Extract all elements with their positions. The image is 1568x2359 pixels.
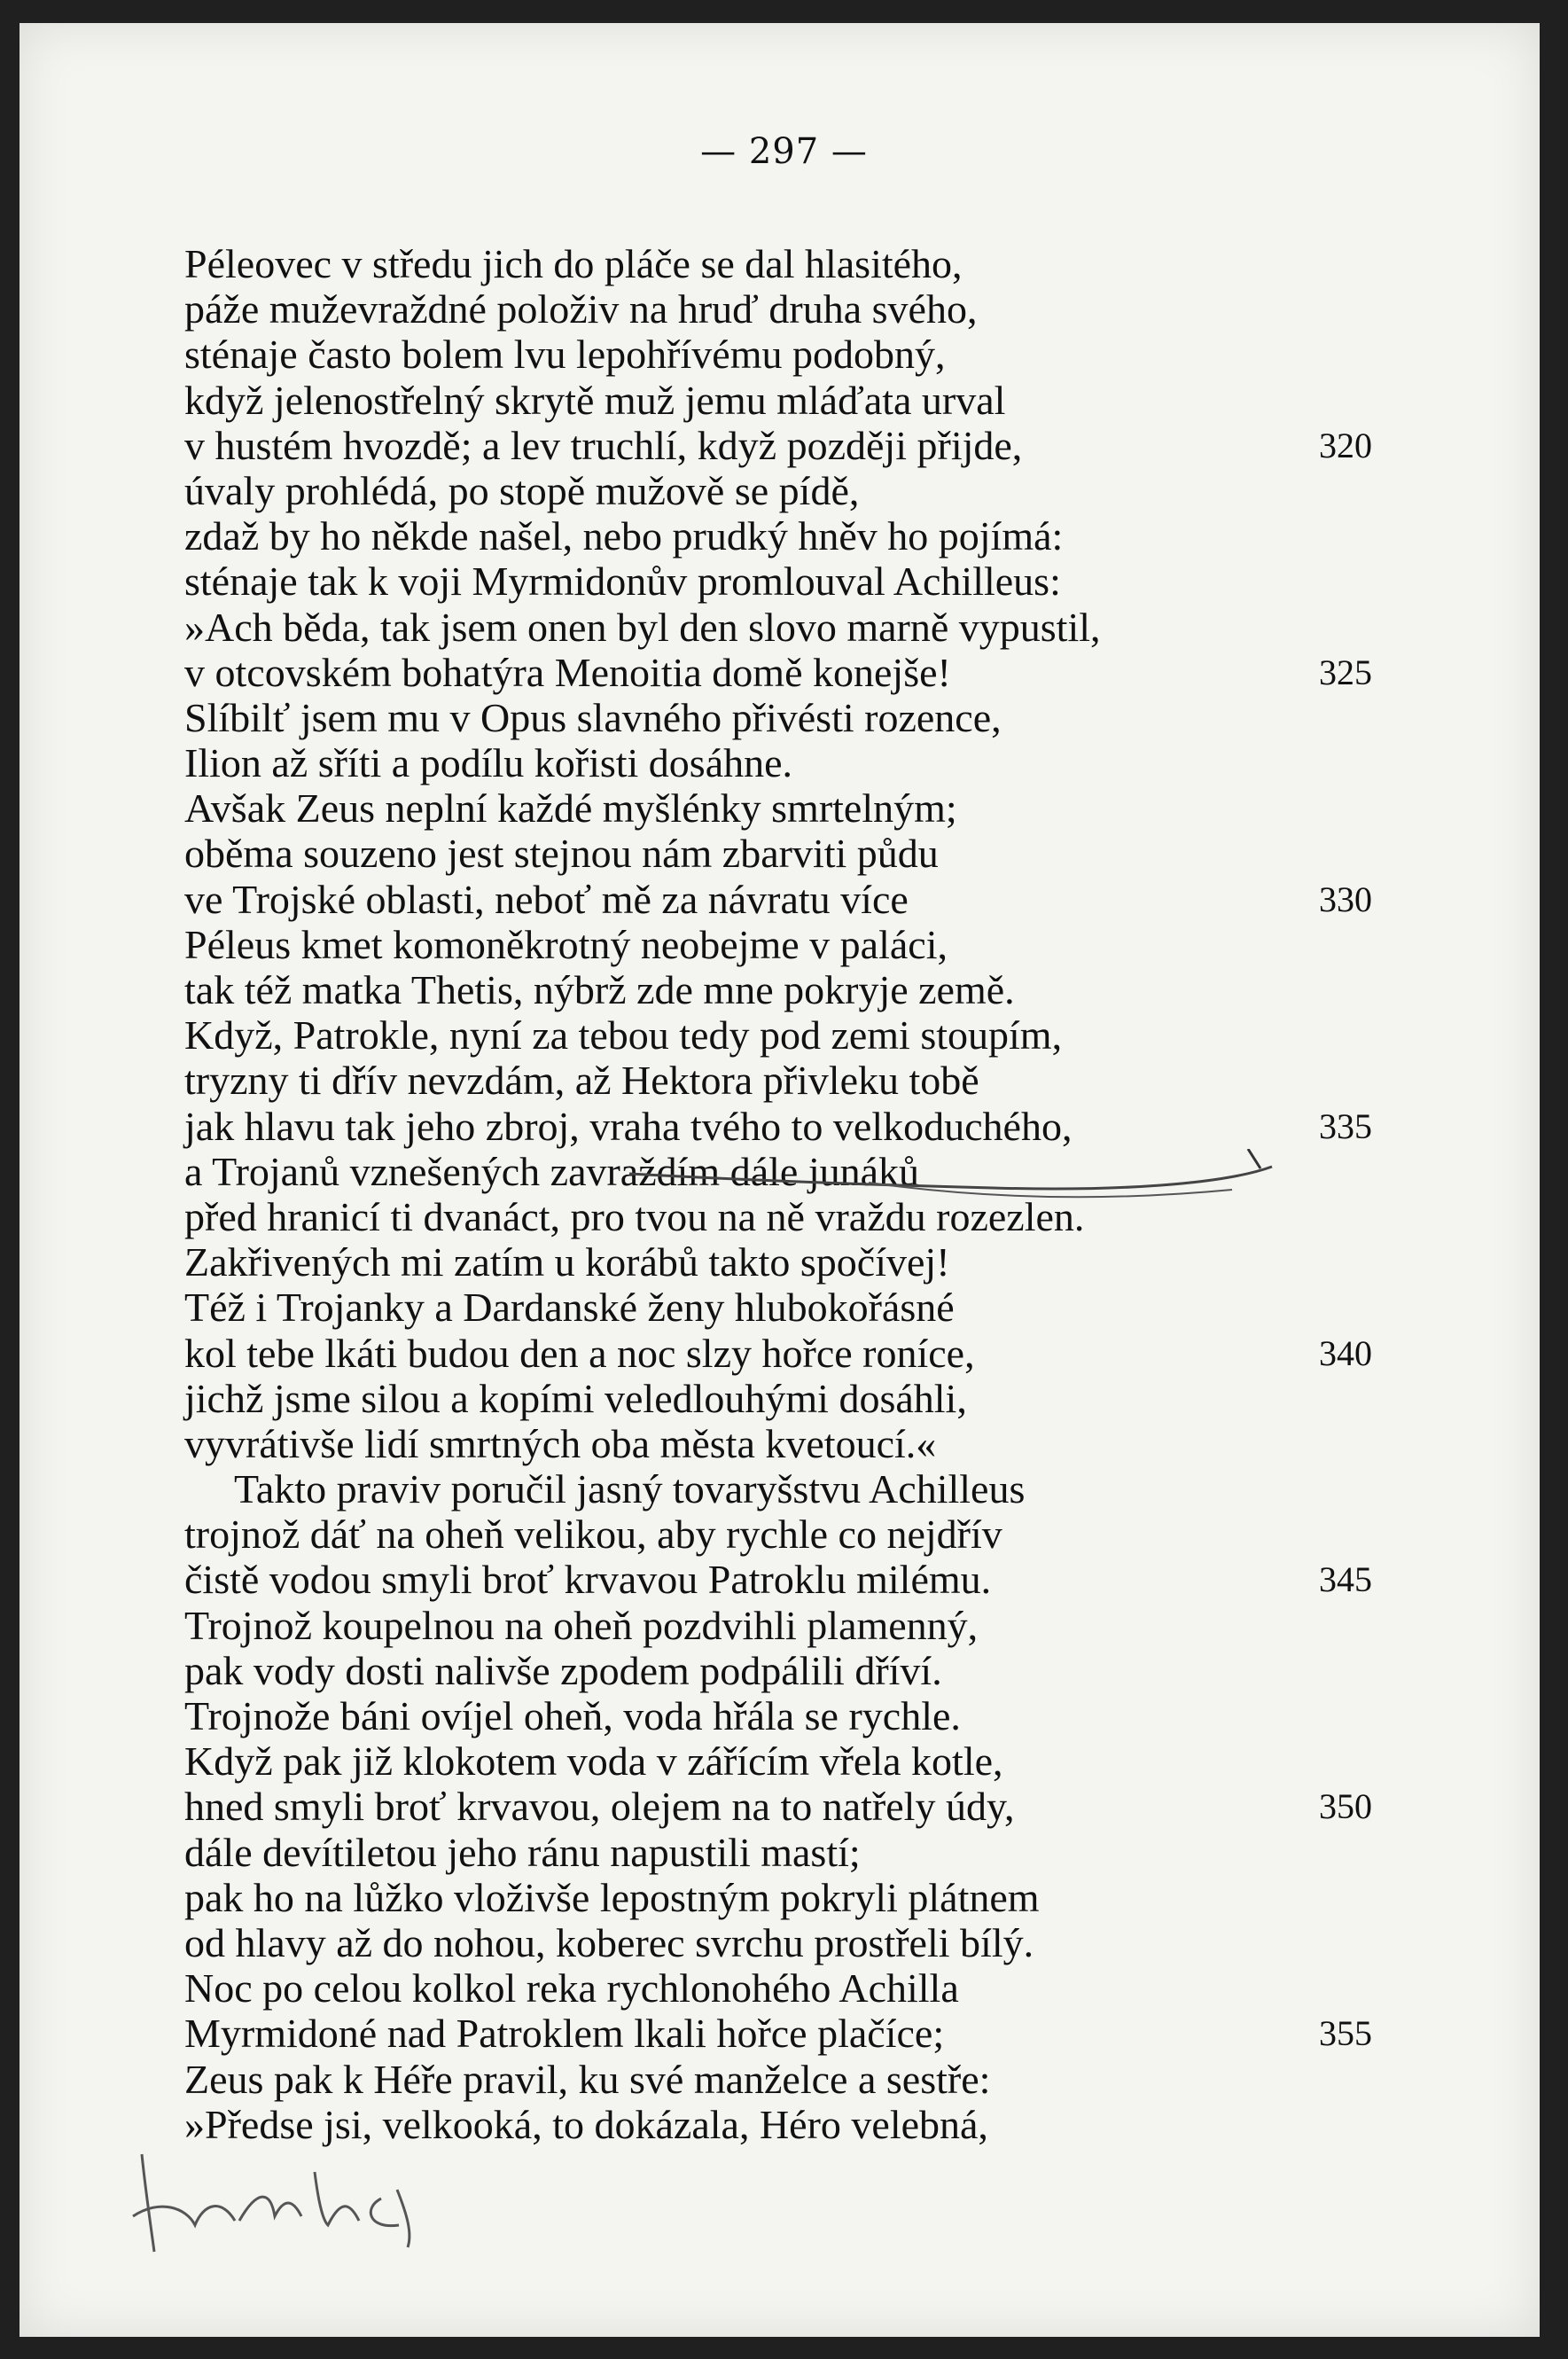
verse-line bbox=[184, 2057, 1372, 2102]
line-number: 330 bbox=[1319, 879, 1372, 919]
verse-line-text: oběma souzeno jest stejnou nám zbarviti půdu bbox=[184, 831, 939, 877]
verse-line bbox=[184, 2011, 1372, 2056]
verse-line-text: jichž jsme silou a kopími veledlouhými dosáhli, bbox=[184, 1375, 967, 1421]
line-number: 345 bbox=[1319, 1559, 1372, 1600]
pen-underline-mark bbox=[620, 1149, 1294, 1211]
verse-line bbox=[184, 1648, 1372, 1693]
verse-line bbox=[184, 1920, 1372, 1965]
verse-line bbox=[184, 1784, 1372, 1829]
verse-line-text: Péleovec v středu jich do pláče se dal hlasitého, bbox=[184, 241, 963, 286]
verse-line bbox=[184, 922, 1372, 967]
verse-line bbox=[184, 1557, 1372, 1602]
verse-line-text: Slíbilť jsem mu v Opus slavného přivésti rozence, bbox=[184, 694, 1002, 740]
verse-line bbox=[184, 1511, 1372, 1557]
verse-line bbox=[184, 241, 1372, 286]
verse-line bbox=[184, 1603, 1372, 1648]
line-number: 325 bbox=[1319, 652, 1372, 692]
verse-line-text: úvaly prohlédá, po stopě mužově se pídě, bbox=[184, 467, 860, 513]
verse-line-text: pak vody dosti nalivše zpodem podpálili dříví. bbox=[184, 1647, 942, 1693]
verse-line bbox=[184, 695, 1372, 740]
verse-line-text: Trojnože báni ovíjel oheň, voda hřála se rychle. bbox=[184, 1693, 961, 1738]
verse-line-text: dále devítiletou jeho ránu napustili mastí; bbox=[184, 1829, 861, 1875]
verse-line bbox=[184, 831, 1372, 876]
verse-line bbox=[184, 1738, 1372, 1784]
verse-line bbox=[184, 605, 1372, 650]
verse-line bbox=[184, 1376, 1372, 1421]
verse-line-text: zdaž by ho někde našel, nebo prudký hněv ho pojímá: bbox=[184, 513, 1064, 559]
line-number: 335 bbox=[1319, 1105, 1372, 1146]
verse-line bbox=[184, 1012, 1372, 1058]
verse-line-text: trojnož dáť na oheň velikou, aby rychle co nejdřív bbox=[184, 1511, 1002, 1558]
verse-line-text: Též i Trojanky a Dardanské ženy hlubokořásné bbox=[184, 1285, 955, 1331]
verse-line bbox=[184, 967, 1372, 1012]
verse-line-text: před hranicí ti dvanáct, pro tvou na ně vraždu rozezlen. bbox=[184, 1193, 1085, 1239]
verse-line-text: Trojnož koupelnou na oheň pozdvihli plamenný, bbox=[184, 1602, 979, 1648]
verse-line-text: Když, Patrokle, nyní za tebou tedy pod zemi stoupím, bbox=[184, 1012, 1063, 1058]
verse-line-text: pak ho na lůžko vloživše lepostným pokryli plátnem bbox=[184, 1874, 1040, 1920]
verse-line-text: kol tebe lkáti budou den a noc slzy hořce roníce, bbox=[184, 1330, 975, 1376]
verse-line-text: »Ach běda, tak jsem onen byl den slovo marně vypustil, bbox=[184, 604, 1101, 650]
verse-line bbox=[184, 1693, 1372, 1738]
verse-line-text: hned smyli broť krvavou, olejem na to natřely údy, bbox=[184, 1784, 1015, 1830]
line-number: 355 bbox=[1319, 2013, 1372, 2054]
verse-line-text: tak též matka Thetis, nýbrž zde mne pokryje země. bbox=[184, 967, 1015, 1012]
verse-line-text: od hlavy až do nohou, koberec svrchu prostřeli bílý. bbox=[184, 1919, 1034, 1965]
verse-line bbox=[184, 286, 1372, 332]
verse-line bbox=[184, 785, 1372, 831]
verse-line-text: Takto praviv poručil jasný tovaryšstvu Achilleus bbox=[234, 1466, 1026, 1512]
verse-line bbox=[184, 1331, 1372, 1376]
verse-line bbox=[184, 1058, 1372, 1103]
handwritten-signature bbox=[115, 2136, 434, 2261]
verse-line-text: páže muževraždné položiv na hruď druha svého, bbox=[184, 286, 978, 332]
verse-line bbox=[184, 1239, 1372, 1285]
verse-line-text: Když pak již klokotem voda v zářícím vřela kotle, bbox=[184, 1738, 1003, 1785]
verse-line bbox=[184, 559, 1372, 604]
verse-line bbox=[184, 423, 1372, 468]
verse-line bbox=[184, 1965, 1372, 2011]
verse-line bbox=[184, 650, 1372, 695]
verse-line-text: Noc po celou kolkol reka rychlonohého Achilla bbox=[184, 1965, 959, 2011]
line-number: 340 bbox=[1319, 1332, 1372, 1373]
verse-line bbox=[184, 1421, 1372, 1466]
verse-line bbox=[184, 332, 1372, 377]
verse-line bbox=[184, 1285, 1372, 1330]
line-number: 350 bbox=[1319, 1786, 1372, 1827]
verse-line bbox=[184, 468, 1372, 513]
verse-line-text: sténaje často bolem lvu lepohřívému podobný, bbox=[184, 332, 946, 378]
verse-line bbox=[184, 1466, 1372, 1511]
verse-line-text: Péleus kmet komoněkrotný neobejme v paláci, bbox=[184, 921, 948, 967]
verse-line bbox=[184, 740, 1372, 785]
verse-line-text: jak hlavu tak jeho zbroj, vraha tvého to velkoduchého, bbox=[184, 1103, 1073, 1149]
verse-line-text: vyvrátivše lidí smrtných oba města kvetoucí.« bbox=[184, 1420, 937, 1466]
verse-line-text: »Předse jsi, velkooká, to dokázala, Héro velebná, bbox=[184, 2101, 988, 2147]
verse-line-text: sténaje tak k voji Myrmidonův promlouval Achilleus: bbox=[184, 559, 1061, 605]
verse-line-text: v otcovském bohatýra Menoitia domě konejše! bbox=[184, 649, 951, 695]
verse-line-text: a Trojanů vznešených zavraždím dále junáků bbox=[184, 1148, 920, 1194]
verse-line-text: Zeus pak k Héře pravil, ku své manželce a sestře: bbox=[184, 2056, 991, 2102]
verse-line bbox=[184, 1875, 1372, 1920]
verse-line-text: tryzny ti dřív nevzdám, až Hektora přivleku tobě bbox=[184, 1058, 979, 1104]
verse-line bbox=[184, 1830, 1372, 1875]
verse-line bbox=[184, 1104, 1372, 1149]
verse-line bbox=[184, 378, 1372, 423]
verse-line-text: Myrmidoné nad Patroklem lkali hořce plačíce; bbox=[184, 2011, 945, 2057]
verse-line-text: v hustém hvozdě; a lev truchlí, když později přijde, bbox=[184, 422, 1023, 468]
verse-line-text: Avšak Zeus neplní každé myšlénky smrtelným; bbox=[184, 785, 957, 832]
page-number: — 297 — bbox=[700, 131, 868, 172]
verse-line bbox=[184, 513, 1372, 559]
verse-line bbox=[184, 877, 1372, 922]
verse-line-text: Zakřivených mi zatím u korábů takto spočívej! bbox=[184, 1239, 950, 1285]
line-number: 320 bbox=[1319, 425, 1372, 465]
verse-line-text: když jelenostřelný skrytě muž jemu mláďata urval bbox=[184, 377, 1006, 423]
verse-line-text: čistě vodou smyli broť krvavou Patroklu milému. bbox=[184, 1557, 992, 1603]
verse-line-text: ve Trojské oblasti, neboť mě za návratu více bbox=[184, 876, 909, 922]
verse-line-text: Ilion až sříti a podílu kořisti dosáhne. bbox=[184, 740, 793, 786]
